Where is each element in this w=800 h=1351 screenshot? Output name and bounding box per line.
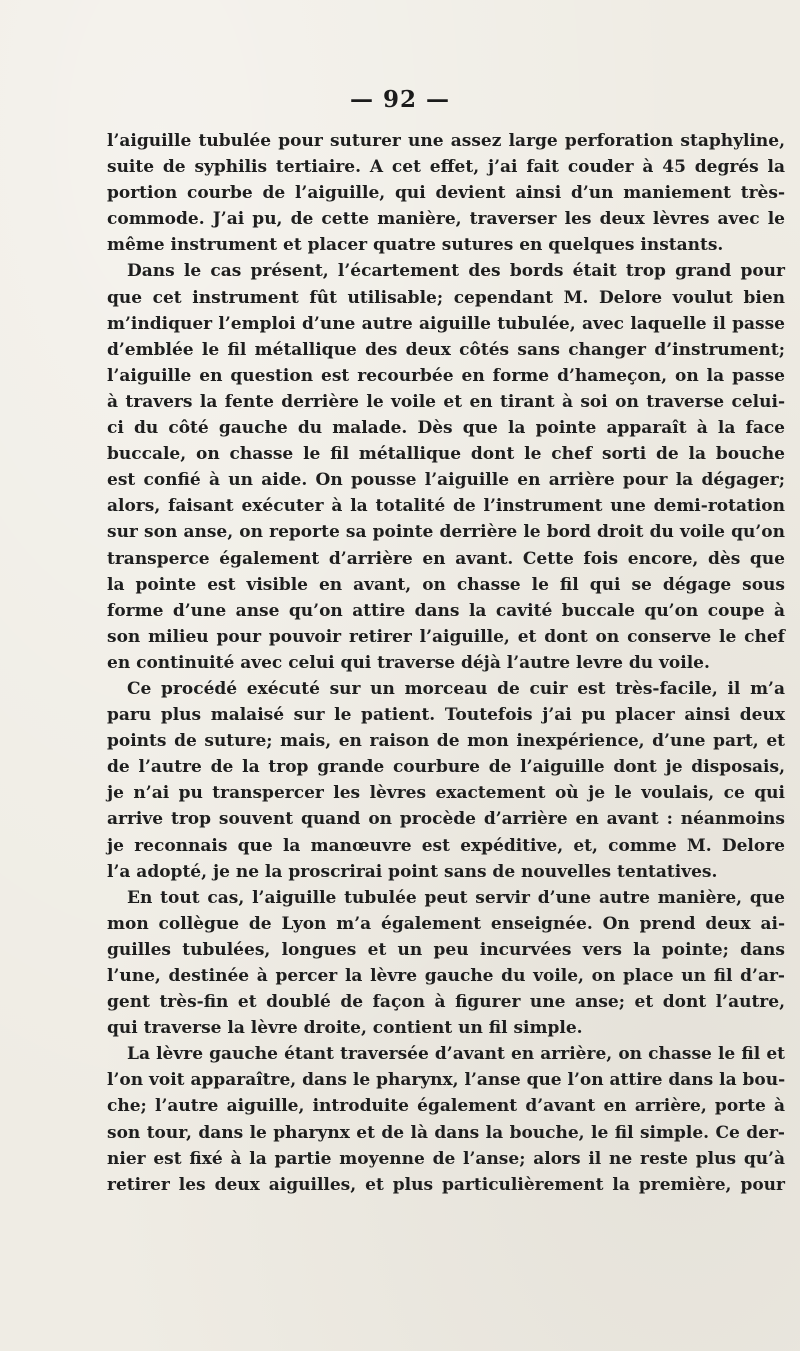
text-line: la pointe est visible en avant, on chasse le fil qui se dégage sous	[107, 574, 785, 595]
text-line: buccale, on chasse le fil métallique dont le chef sorti de la bouche	[107, 444, 785, 465]
text-line: alors, faisant exécuter à la totalité de l’instrument une demi-rotation	[107, 496, 785, 517]
text-line: forme d’une anse qu’on attire dans la cavité buccale qu’on coupe à	[107, 600, 785, 621]
text-line: l’une, destinée à percer la lèvre gauche du voile, on place un fil d’ar-	[107, 966, 785, 986]
text-line: gent très-fin et doublé de façon à figurer une anse; et dont l’autre,	[107, 992, 785, 1013]
paragraph	[107, 128, 785, 258]
text-line: son tour, dans le pharynx et de là dans la bouche, le fil simple. Ce der-	[107, 1122, 785, 1143]
text-line: points de suture; mais, en raison de mon inexpérience, d’une part, et	[107, 731, 785, 752]
text-line: nier est fixé à la partie moyenne de l’anse; alors il ne reste plus qu’à	[107, 1148, 785, 1169]
text-line: portion courbe de l’aiguille, qui devient ainsi d’un maniement très-	[107, 183, 785, 204]
text-line: mon collègue de Lyon m’a également enseignée. On prend deux ai-	[107, 913, 785, 934]
paragraph	[107, 676, 785, 885]
text-line: suite de syphilis tertiaire. A cet effet, j’ai fait couder à 45 degrés la	[107, 157, 785, 178]
text-line: sur son anse, on reporte sa pointe derrière le bord droit du voile qu’on	[107, 522, 785, 543]
paragraph	[107, 1041, 785, 1198]
text-line: paru plus malaisé sur le patient. Toutefois j’ai pu placer ainsi deux	[107, 705, 785, 726]
text-line: même instrument et placer quatre sutures en quelques instants.	[107, 235, 724, 256]
text-line: Dans le cas présent, l’écartement des bords était trop grand pour	[127, 261, 785, 282]
text-line: commode. J’ai pu, de cette manière, traverser les deux lèvres avec le	[107, 209, 785, 230]
text-line: à travers la fente derrière le voile et en tirant à soi on traverse celui-	[107, 391, 785, 412]
text-line: guilles tubulées, longues et un peu incurvées vers la pointe; dans	[107, 939, 785, 960]
text-line: En tout cas, l’aiguille tubulée peut servir d’une autre manière, que	[127, 887, 785, 908]
text-line: m’indiquer l’emploi d’une autre aiguille tubulée, avec laquelle il passe	[107, 313, 785, 334]
text-line: arrive trop souvent quand on procède d’arrière en avant : néanmoins	[107, 809, 785, 830]
text-line: son milieu pour pouvoir retirer l’aiguille, et dont on conserve le chef	[107, 626, 785, 647]
text-line: Ce procédé exécuté sur un morceau de cuir est très-facile, il m’a	[127, 678, 785, 699]
text-line: qui traverse la lèvre droite, contient un fil simple.	[107, 1018, 583, 1039]
text-line: La lèvre gauche étant traversée d’avant en arrière, on chasse le fil et	[127, 1044, 785, 1065]
text-line: retirer les deux aiguilles, et plus particulièrement la première, pour	[107, 1174, 785, 1195]
text-line: che; l’autre aiguille, introduite également d’avant en arrière, porte à	[107, 1096, 785, 1117]
body-text	[107, 128, 785, 1198]
text-line: l’aiguille tubulée pour suturer une assez large perforation staphyline,	[107, 131, 785, 151]
paragraph	[107, 258, 785, 676]
text-line: l’aiguille en question est recourbée en forme d’hameçon, on la passe	[107, 365, 785, 386]
text-line: de l’autre de la trop grande courbure de l’aiguille dont je disposais,	[107, 757, 785, 778]
paragraph	[107, 885, 785, 1042]
text-line: en continuité avec celui qui traverse déjà l’autre levre du voile.	[107, 652, 710, 673]
text-line: d’emblée le fil métallique des deux côtés sans changer d’instrument;	[107, 339, 785, 360]
text-line: est confié à un aide. On pousse l’aiguille en arrière pour la dégager;	[107, 470, 785, 491]
text-line: ci du côté gauche du malade. Dès que la pointe apparaît à la face	[107, 418, 785, 439]
text-line: je n’ai pu transpercer les lèvres exactement où je le voulais, ce qui	[107, 783, 785, 804]
text-line: transperce également d’arrière en avant. Cette fois encore, dès que	[107, 548, 785, 569]
text-line: l’on voit apparaître, dans le pharynx, l’anse que l’on attire dans la bou-	[107, 1070, 786, 1091]
text-line: l’a adopté, je ne la proscrirai point sans de nouvelles tentatives.	[107, 861, 718, 882]
text-line: que cet instrument fût utilisable; cependant M. Delore voulut bien	[107, 287, 785, 308]
page-number: — 92 —	[349, 86, 451, 113]
text-line: je reconnais que la manœuvre est expéditive, et, comme M. Delore	[107, 835, 785, 856]
